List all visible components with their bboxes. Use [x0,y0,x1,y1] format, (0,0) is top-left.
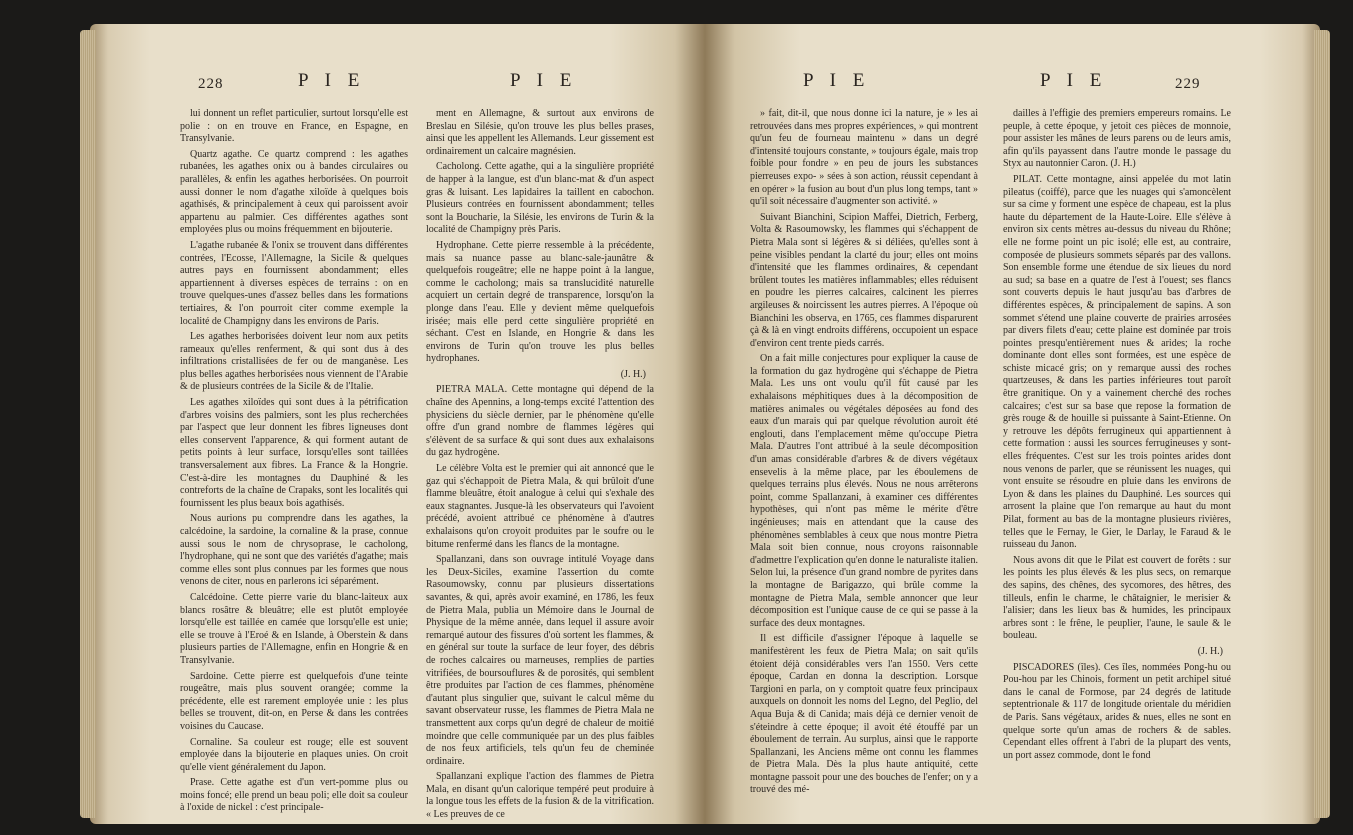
paragraph: Hydrophane. Cette pierre ressemble à la précédente, mais sa nuance passe au blanc-sale-jaunâtre & quelquefois rougeâtre; elle ne happe point à la langue, comme le cacholong; mais sa translucidité naturelle acquiert un certain degré de transparence, lorsqu'on la plonge dans l'eau. Elle y devient même quelquefois irisée; mais elle perd cette singulière propriété en séchant. C'est en Islande, en Hongrie & dans les environs de Turin qu'on trouve les plus belles hydrophanes. [426,239,654,365]
page-number: 228 [198,76,224,92]
paragraph: PILAT. Cette montagne, ainsi appelée du mot latin pileatus (coiffé), parce que les nuages qui s'amoncèlent sur sa cime y forment une espèce de chapeau, est la plus haute du département de la Haute-Loire. Elle s'élève à environ six cents mètres au-dessus du niveau du Rhône; elle ne forme point un pic isolé; elle est, au contraire, composée de plusieurs sommets séparés par des vallons. Son ensemble forme une étendue de six lieues du nord au sud; sa base en a quatre de l'est à l'ouest; ses flancs sont couverts depuis le haut jusqu'au bas d'arbres de différentes espèces, & principalement de sapins. A son sommet s'étend une plaine couverte de prairies arrosées par divers filets d'eau; cette plaine est dominée par trois pointes presqu'entièrement nues & arides; la roche dominante dont elles sont formées, est une espèce de schiste micacé gris; on y remarque aussi des roches quartzeuses, & dans les parties inférieures tout paroît être granitique. On y a vainement cherché des roches calcaires; c'est sur sa base que repose la formation de grès rouge & de houille si puissante à Saint-Etienne. On y retrouve les dépôts ferrugineux qui appartiennent à cette formation : aussi les sources ferrugineuses y sont-elles fréquentes. C'est sur les trois pointes arides dont nous venons de parler, que se réunissent les nuages, qui vont ensuite se résoudre en pluie dans les environs de Lyon & dans les plaines du Dauphiné. Les sources qui arrosent la plaine que l'on remarque au haut du mont Pilat, forment au bas de la montagne plusieurs rivières, telles que le Fernay, le Gier, le Darlay, le Faraud & le ruisseau du Janon. [1003,173,1231,551]
page-number: 229 [1175,76,1201,92]
running-header: P I E [803,70,871,91]
running-header: P I E [1040,70,1108,91]
paragraph: Il est difficile d'assigner l'époque à laquelle se manifestèrent les feux de Pietra Mala; on sait qu'ils étoient déjà considérables vers l'an 1550. Vers cette époque, Cardan en donna la description. Lorsque Targioni en parla, on y comptoit quatre feux principaux auxquels on donnoit les noms del Legno, del Peglio, del Aqua Buja & di Canida; mais déjà ce dernier venoit de s'éteindre à cette époque; il avoit été étouffé par un éboulement de terrain. Au surplus, ainsi que le rapporte Spallanzani, les Anciens même ont connu les flammes de Pietra Mala. Dès la plus haute antiquité, cette montagne passoit pour une des bouches de l'enfer; on y a trouvé des mé- [750,633,978,796]
paragraph: Nous avons dit que le Pilat est couvert de forêts : sur les points les plus élevés & les plus secs, on remarque des sapins, des chênes, des sycomores, des hêtres, des tilleuls, enfin le charme, le châtaignier, le merisier & l'alisier; dans les lieux bas & humides, les principaux arbres sont : le frêne, le peuplier, l'aune, le saule & le bouleau. [1003,554,1231,642]
right-page [705,24,1320,824]
paragraph: (J. H.) [620,368,646,380]
paragraph: Les agathes xiloïdes qui sont dues à la pétrification d'arbres voisins des palmiers, sont les plus recherchées par l'aspect que leur donnent les fibres ligneuses dont elles conservent l'apparence, & qui forment autant de petits points à leur surface, lorsqu'elles sont taillées transversalement aux fibres. La France & la Hongrie. C'est-à-dire les montagnes du Dauphiné & les contreforts de la chaîne de Crapaks, sont les localités qui fournissent les plus beaux bois agathisés. [180,397,408,509]
paragraph: Le célèbre Volta est le premier qui ait annoncé que le gaz qui s'échappoit de Pietra Mala, & qui brûloit d'une flamme bleuâtre, étoit analogue à celui qui s'exhale des eaux stagnantes. Jusque-là les observateurs qui l'avoient précédé, avoient attribué ce phénomène à d'autres exhalaisons qu'on croyoit produites par le soufre ou le bitume renfermé dans les flancs de la montagne. [426,463,654,550]
paragraph: Cacholong. Cette agathe, qui a la singulière propriété de happer à la langue, est d'un blanc-mat & d'un aspect gras & luisant. Les lapidaires la taillent en cabochon. Plusieurs contrées en fournissent abondamment; telles sont la Boucharie, la Silésie, les environs de Turin & la localité de Champigny près Paris. [426,161,654,236]
paragraph: Calcédoine. Cette pierre varie du blanc-laiteux aux blancs rosâtre & bleuâtre; elle est plutôt employée lorsqu'elle est taillée en camée que lorsqu'elle est unie; elle se trouve à l'Eroé & en Islande, à Oberstein & dans plusieurs parties de l'Allemagne, enfin en Hongrie & en Transylvanie. [180,591,408,666]
paragraph: Suivant Bianchini, Scipion Maffei, Dietrich, Ferberg, Volta & Rasoumowsky, les flammes qui s'échappent de Pietra Mala sont si légères & si déliées, qu'elles sont à peine visibles pendant la clarté du jour; elles ont moins d'intensité que les flammes ordinaires, & cependant brûlent toutes les matières inflammables; elles réduisent en poudre les pierres calcaires, calcinent les pierres argileuses & noircissent les autres pierres. A l'époque où Bianchini les observa, en 1765, ces flammes disparurent çà & là en vingt endroits différens, occupoient un espace d'environ cent trente pieds carrés. [750,211,978,349]
paragraph: lui donnent un reflet particulier, surtout lorsqu'elle est polie : on en trouve en France, en Espagne, en Transylvanie. [180,108,408,145]
paragraph: PIETRA MALA. Cette montagne qui dépend de la chaîne des Apennins, a long-temps excité l'attention des physiciens du siècle dernier, par le phénomène qu'elle offre d'un grand nombre de flammes légères qui s'élèvent de sa surface & qui sont dues aux exhalaisons du gaz hydrogène. [426,384,654,459]
paragraph: PISCADORES (îles). Ces îles, nommées Pong-hu ou Pou-hou par les Chinois, forment un petit archipel situé dans le canal de Formose, par 24 degrés de latitude septentrionale & 117 de longitude orientale du méridien de Paris. Sans végétaux, arides & nues, elles ne sont en quelque sorte qu'un amas de rochers & de sables. Cependant elles offrent à l'abri de la plupart des vents, un port assez commode, dont le fond [1003,661,1231,761]
paragraph: Cornaline. Sa couleur est rouge; elle est souvent employée dans la bijouterie en plaques unies. On croit qu'elle vient généralement du Japon. [180,736,408,773]
paragraph: Sardoine. Cette pierre est quelquefois d'une teinte rougeâtre, mais plus souvent orangée; comme la précédente, elle est rarement employée unie : les plus belles se trouvent, dit-on, en Perse & dans les contrées voisines du Caucase. [180,670,408,732]
running-header: P I E [298,70,366,91]
text-column [1003,108,1231,798]
open-book [90,24,1320,824]
paragraph: » fait, dit-il, que nous donne ici la nature, je » les ai retrouvées dans mes propres expériences, » qui montrent qu'un feu de fourneau maintenu » dans un degré d'intensité toujours constante, » toujours égale, mais trop foible pour fondre » en peu de jours les substances pierreuses expo- » sées à son action, réussit cependant à en opérer » la fusion au bout d'un plus long temps, tant » qu'il soit nécessaire d'augmenter son activité. » [750,108,978,208]
left-page-edge [80,30,96,818]
running-header: P I E [510,70,578,91]
right-page-edge [1314,30,1330,818]
paragraph: Quartz agathe. Ce quartz comprend : les agathes rubanées, les agathes onix ou à bandes circulaires ou parallèles, & enfin les agathes herborisées. On pourroit aussi donner le nom d'agathe xiloïde à quelques bois agathisés, & principalement à ceux qui paroissent avoir appartenu au palmier. Ces différentes agathes sont employées plus ou moins fréquemment en bijouterie. [180,148,408,236]
paragraph: Nous aurions pu comprendre dans les agathes, la calcédoine, la sardoine, la cornaline & la prase, connue aussi sous le nom de chrysoprase, le cacholong, l'hydrophane, qui ne sont que des variétés d'agathe; mais comme elles sont plus connues par les formes que nous venons de citer, nous en parlerons ici séparément. [180,513,408,588]
paragraph: Spallanzani explique l'action des flammes de Pietra Mala, en disant qu'un calorique tempéré peut produire à la longue tous les effets de la fusion & de la vitrification. « Les preuves de ce [426,771,654,821]
text-column [426,108,654,821]
paragraph: ment en Allemagne, & surtout aux environs de Breslau en Silésie, qu'on trouve les plus belles prases, ainsi que les appellent les Allemands. Leur gissement est ordinairement un calcaire magnésien. [426,108,654,157]
text-column [180,108,408,814]
left-page [90,24,705,824]
paragraph: Prase. Cette agathe est d'un vert-pomme plus ou moins foncé; elle prend un beau poli; elle doit sa couleur à l'oxide de nickel : c'est principale- [180,777,408,814]
paragraph: On a fait mille conjectures pour expliquer la cause de la formation du gaz hydrogène qui s'échappe de Pietra Mala. Les uns ont voulu qu'il fût causé par les exhalaisons méphitiques dues à la décomposition de matières animales ou végétales déposées au fond des eaux d'un marais qui par quelque révolution auroit été englouti, dans l'emplacement même qu'occupe Pietra Mala. D'autres l'ont attribué à la seule décomposition d'un amas considérable d'arbres & de divers végétaux ensevelis à la même place, par les éboulemens de quelques terrains plus élevés. Nous ne nous arrêterons point, comme Spallanzani, à examiner ces différentes hypothèses, qui n'ont pas même le mérite d'être ingénieuses; mais en attendant que la cause des phénomènes semblables à ceux que nous montre Pietra Mala soit bien connue, nous croyons raisonnable d'admettre l'explication qu'en donne le naturaliste italien. Selon lui, la présence d'un grand nombre de pyrites dans la montagne de Barigazzo, qui brûle comme la montagne de Pietra Mala, semble annoncer que leur décomposition est l'unique cause de ce qui se passe à la surface des deux montagnes. [750,353,978,629]
text-column [750,108,978,798]
paragraph: (J. H.) [1197,645,1223,657]
paragraph: Spallanzani, dans son ouvrage intitulé Voyage dans les Deux-Siciles, examine l'assertion du comte Rasoumowsky, connu par plusieurs dissertations savantes, & qui, après avoir examiné, en 1786, les feux de Pietra Mala, publia un Mémoire dans le Journal de Physique de la même année, dans lequel il assure avoir remarqué autour des fissures d'où sortent les flammes, & en général sur toute la surface de leur foyer, des débris de roches calcaires ou marneuses, remplies de parties vitrifiées, de boursouflures & de porosités, qui semblent être produites par l'action de ces flammes, phénomène d'autant plus singulier que, suivant le calcul même du savant observateur russe, les flammes de Pietra Mala ne transmettent aux corps qu'un degré de chaleur de moitié moindre que celle communiquée par un des plus faibles de nos feux artificiels, tels qu'un feu de cheminée ordinaire. [426,554,654,767]
paragraph: Les agathes herborisées doivent leur nom aux petits rameaux qu'elles renferment, & qui sont dus à des infiltrations cristallisées de fer ou de manganèse. Les plus belles agathes herborisées nous viennent de l'Arabie & de plusieurs contrées de la Sicile & de l'Italie. [180,331,408,393]
paragraph: dailles à l'effigie des premiers empereurs romains. Le peuple, à cette époque, y jetoit ces pièces de monnoie, pour assister les mânes de leurs parens ou de leurs amis, afin qu'ils payassent dans l'autre monde le passage du Styx au nautonnier Caron. (J. H.) [1003,108,1231,170]
paragraph: L'agathe rubanée & l'onix se trouvent dans différentes contrées, l'Ecosse, l'Allemagne, la Sicile & quelques autres pays en fournissent abondamment; elles appartiennent à diverses espèces de terrains : on en trouve quelques-unes d'assez belles dans les formations tertiaires, & l'on pourroit citer comme exemple la localité de Champigny dans les environs de Paris. [180,239,408,327]
